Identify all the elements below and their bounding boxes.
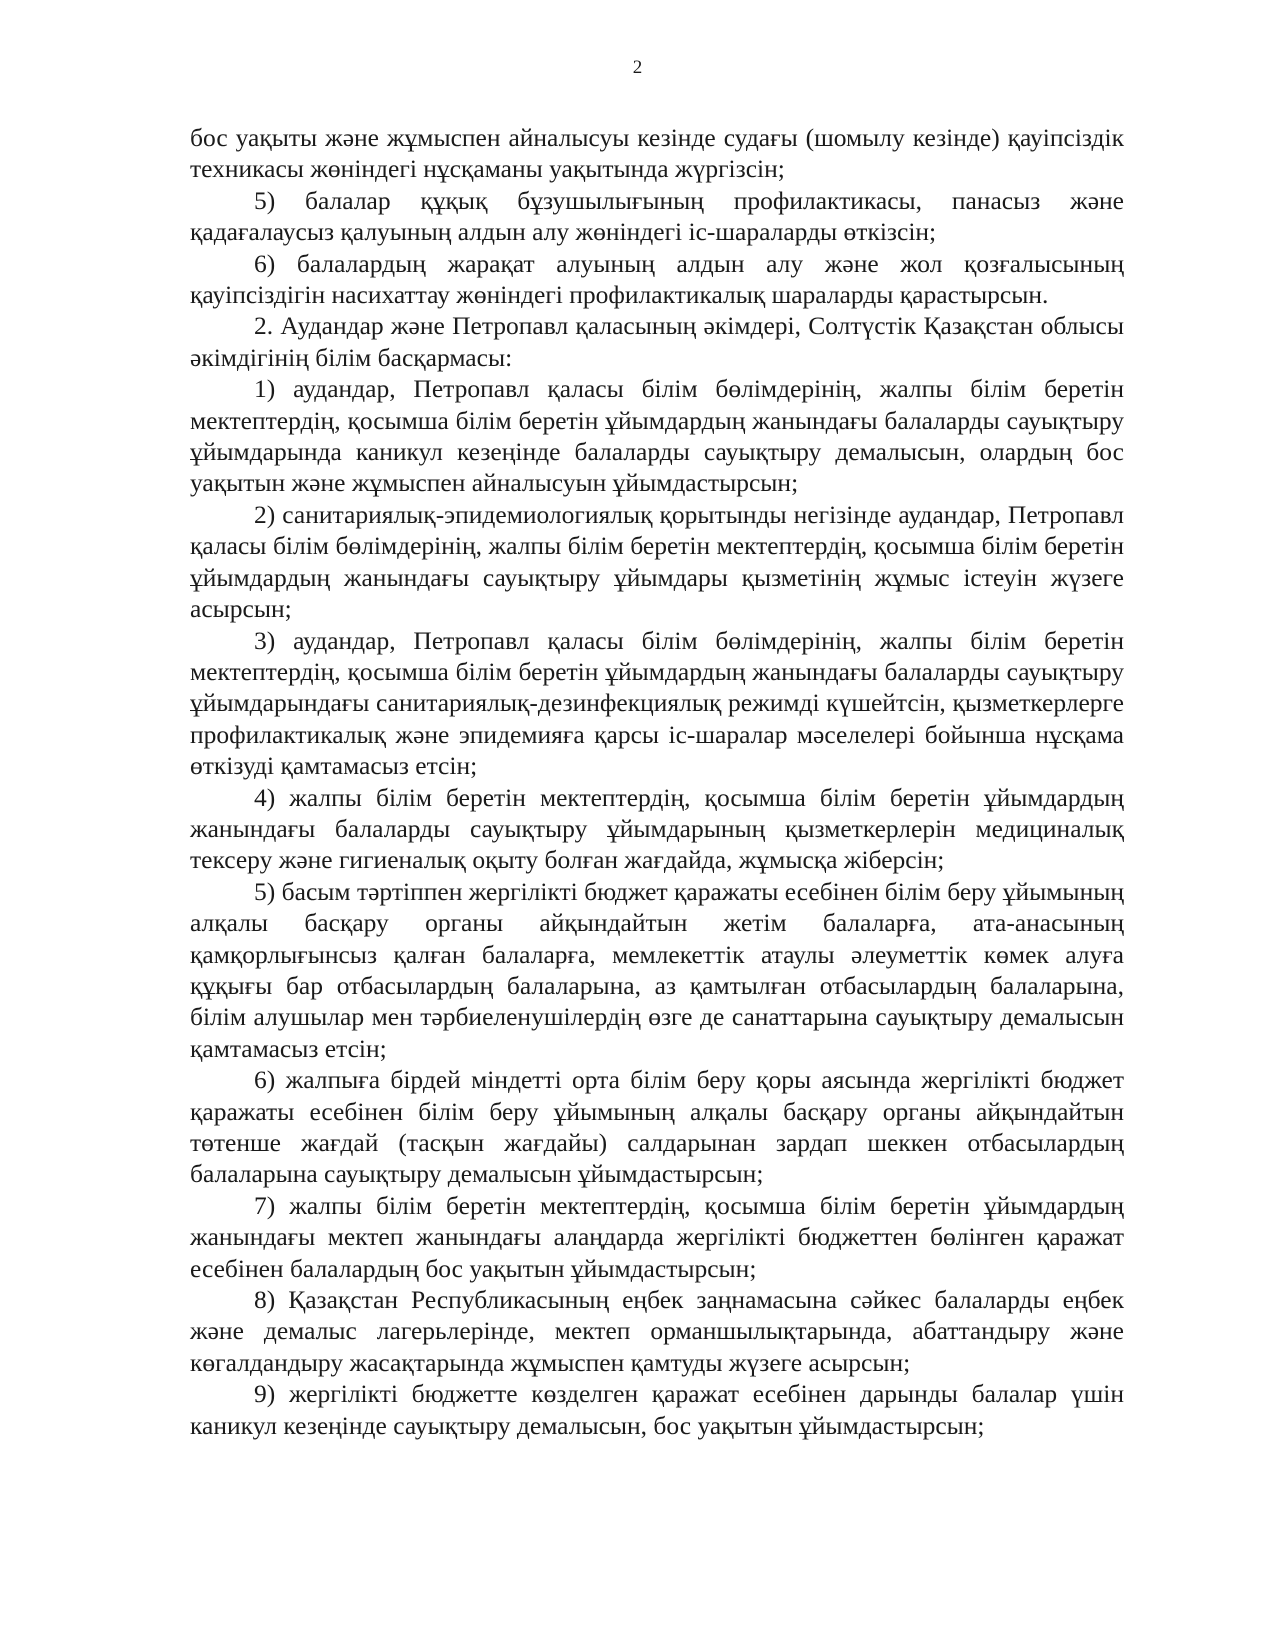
paragraph-item-8: 8) Қазақстан Республикасының еңбек заңнамасына сәйкес балаларды еңбек және демалыс лагерьлерінде, мектеп орманшылықтарында, абаттандыру және көгалдандыру жасақтарында жұмыспен қамтуды жүзеге асырсын; bbox=[190, 1285, 1124, 1377]
paragraph-item-6: 6) жалпыға бірдей міндетті орта білім беру қоры аясында жергілікті бюджет қаражаты есебінен білім беру ұйымының алқалы басқару органы айқындайтын төтенше жағдай (тасқын жағдайы) салдарынан зардап шеккен отбасылардың балаларына сауықтыру демалысын ұйымдастырсын; bbox=[190, 1065, 1124, 1189]
paragraph-item-2: 2) санитариялық-эпидемиологиялық қорытынды негізінде аудандар, Петропавл қаласы білім бөлімдерінің, жалпы білім беретін мектептердің, қосымша білім беретін ұйымдардың жанындағы сауықтыру ұйымдары қызметінің жұмыс істеуін жүзеге асырсын; bbox=[190, 499, 1124, 624]
document-body bbox=[190, 122, 1124, 1441]
paragraph-item-5: 5) басым тәртіппен жергілікті бюджет қаражаты есебінен білім беру ұйымының алқалы басқару органы айқындайтын жетім балаларға, ата-анасының қамқорлығынсыз қалған балаларға, мемлекеттік атаулы әлеуметтік көмек алуға құқығы бар отбасылардың балаларына, аз қамтылған отбасылардың балаларына, білім алушылар мен тәрбиеленушілердің өзге де санаттарына сауықтыру демалысын қамтамасыз етсін; bbox=[190, 876, 1124, 1063]
paragraph-continuation: бос уақыты және жұмыспен айналысуы кезінде судағы (шомылу кезінде) қауіпсіздік техникасы жөніндегі нұсқаманы уақытында жүргізсін; bbox=[190, 123, 1124, 184]
paragraph-item-9: 9) жергілікті бюджетте көзделген қаражат есебінен дарынды балалар үшін каникул кезеңінде сауықтыру демалысын, бос уақытын ұйымдастырсын; bbox=[190, 1379, 1124, 1440]
paragraph-item-6-injury: 6) балалардың жарақат алуының алдын алу және жол қозғалысының қауіпсіздігін насихаттау жөніндегі профилактикалық шараларды қарастырсын. bbox=[190, 248, 1124, 310]
paragraph-item-7: 7) жалпы білім беретін мектептердің, қосымша білім беретін ұйымдардың жанындағы мектеп жанындағы алаңдарда жергілікті бюджеттен бөлінген қаражат есебінен балалардың бос уақытын ұйымдастырсын; bbox=[190, 1190, 1124, 1283]
paragraph-section-2: 2. Аудандар және Петропавл қаласының әкімдері, Солтүстік Қазақстан облысы әкімдігінің білім басқармасы: bbox=[190, 311, 1124, 372]
paragraph-item-3: 3) аудандар, Петропавл қаласы білім бөлімдерінің, жалпы білім беретін мектептердің, қосымша білім беретін ұйымдардың жанындағы балаларды сауықтыру ұйымдарындағы санитариялық-дезинфекциялық режимді күшейтсін, қызметкерлерге профилактикалық және эпидемияға қарсы іс-шаралар мәселелері бойынша нұсқама өткізуді қамтамасыз етсін; bbox=[190, 625, 1124, 781]
paragraph-item-1: 1) аудандар, Петропавл қаласы білім бөлімдерінің, жалпы білім беретін мектептердің, қосымша білім беретін ұйымдардың жанындағы балаларды сауықтыру ұйымдарында каникул кезеңінде балаларды сауықтыру демалысын, олардың бос уақытын және жұмыспен айналысуын ұйымдастырсын; bbox=[190, 374, 1124, 498]
page-number: 2 bbox=[632, 57, 643, 78]
paragraph-item-5-safety: 5) балалар құқық бұзушылығының профилактикасы, панасыз және қадағалаусыз қалуының алдын алу жөніндегі іс-шараларды өткізсін; bbox=[190, 185, 1124, 247]
paragraph-item-4: 4) жалпы білім беретін мектептердің, қосымша білім беретін ұйымдардың жанындағы балаларды сауықтыру ұйымдарының қызметкерлерін медициналық тексеру және гигиеналық оқыту болған жағдайда, жұмысқа жіберсін; bbox=[190, 782, 1124, 875]
